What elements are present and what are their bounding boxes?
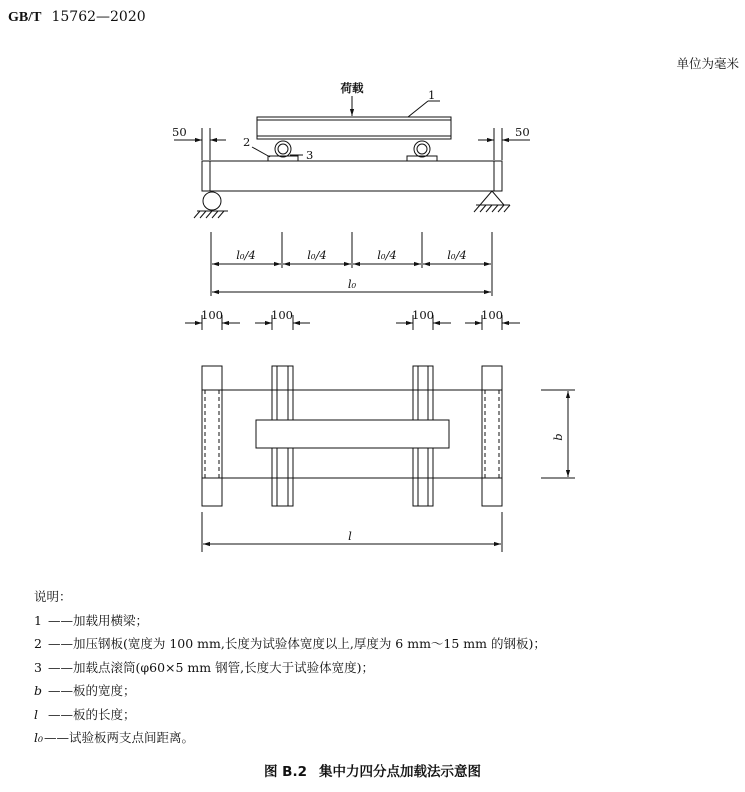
- roller-left-inner: [278, 144, 288, 154]
- legend-item: [34, 656, 546, 680]
- dim-100-label: 100: [412, 308, 434, 322]
- legend-item: [34, 679, 546, 703]
- figure-number: 图 B.2: [263, 764, 307, 780]
- legend-symbol: 1: [34, 612, 42, 628]
- dim-50-right-label: 50: [515, 125, 530, 139]
- legend-symbol: l: [34, 706, 38, 722]
- b-label: b: [551, 433, 565, 441]
- test-slab: [202, 161, 502, 191]
- l-label: l: [348, 529, 352, 543]
- quarter-label-4: l₀/4: [447, 248, 467, 262]
- legend-item: [34, 726, 546, 750]
- dim-100-label: 100: [271, 308, 293, 322]
- legend-symbol: b: [34, 683, 43, 698]
- legend-item: [34, 609, 546, 633]
- roller-right-inner: [417, 144, 427, 154]
- quarter-label-1: l₀/4: [236, 248, 256, 262]
- legend-text: ——加载点滚筒(φ60×5 mm 钢管,长度大于试验体宽度)；: [47, 659, 374, 675]
- dim-50-left-label: 50: [172, 125, 187, 139]
- load-label: 荷载: [340, 81, 364, 95]
- legend-text: ——板的宽度；: [47, 683, 136, 698]
- quarter-label-2: l₀/4: [307, 248, 327, 262]
- legend-item: [34, 703, 546, 727]
- legend-text: ——加压钢板(宽度为 100 mm,长度为试验体宽度以上,厚度为 6 mm～15 mm 的钢板)；: [47, 636, 546, 651]
- legend-symbol: l₀: [34, 730, 44, 745]
- standard-number: 15762—2020: [51, 9, 146, 25]
- callout-3: 3: [306, 148, 314, 162]
- legend-title: 说明：: [34, 589, 72, 604]
- l0-label: l₀: [347, 277, 357, 291]
- figure-caption: [0, 760, 745, 780]
- quarter-label-3: l₀/4: [377, 248, 397, 262]
- figure-title: 集中力四分点加载法示意图: [319, 764, 481, 780]
- roller-right: [414, 141, 430, 157]
- roller-left: [275, 141, 291, 157]
- callout-2: 2: [243, 135, 251, 149]
- left-roller-support: [203, 192, 221, 210]
- right-ground-hatch: [474, 205, 510, 212]
- legend: [34, 585, 546, 750]
- dim-100-label: 100: [481, 308, 503, 322]
- legend-text: ——板的长度；: [47, 706, 136, 722]
- cross-beam-plan: [256, 420, 449, 448]
- legend-item: [34, 632, 546, 656]
- callout-2-leader: [252, 147, 270, 157]
- right-pin-support: [480, 191, 504, 205]
- unit-note: 单位为毫米: [676, 56, 739, 71]
- legend-text: ——加载用横梁；: [47, 612, 148, 628]
- dim-100-group: [185, 315, 520, 330]
- dim-100-label: 100: [201, 308, 223, 322]
- callout-1-leader: [408, 101, 428, 117]
- left-ground-hatch: [194, 211, 224, 218]
- legend-symbol: 3: [34, 659, 42, 675]
- callout-1: 1: [428, 88, 436, 102]
- legend-text: ——试验板两支点间距离。: [44, 730, 195, 745]
- standard-code: GB/T: [8, 10, 42, 25]
- legend-symbol: 2: [34, 636, 42, 651]
